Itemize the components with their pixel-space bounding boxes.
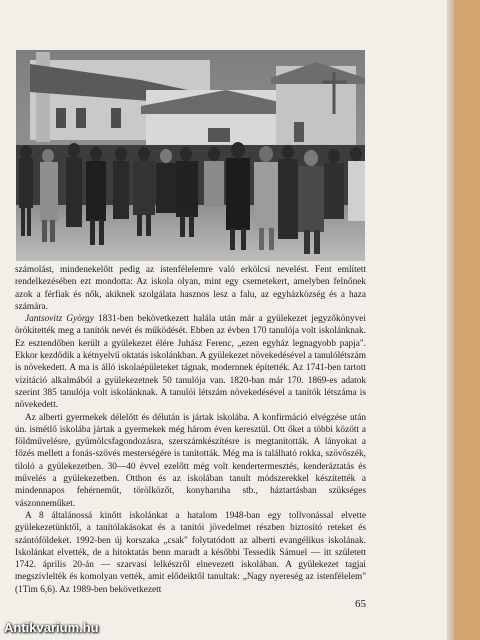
paragraph-2-text: 1831-ben bekövetkezett halála után már a gyülekezet jegyzőkönyvei örökítették meg a tanítók nevét és működését. Ebben az évben 170 tanulója volt iskolánknak. Ez esztendőben került a gyülekezet élére Juhász Ferenc, „ezen egyház legnagyobb papja". Ekkor kezdődik a kétnyelvű oktatás iskolánkban. A gyülekezet növekedésével a tanulólétszám is növekedett. A ma is álló iskolaépületeket tágnak, modernnek építették. Az 1741-ben tartott vizitáció alkalmából a gyülekezetnek 50 tanulója van. 1820-ban már 170. 1869-es adatok szerint 385 tanulója volt iskolánknak. A tanulói létszám növekedésével a tanítók létszáma is növekedett. (15, 314, 367, 411)
photo-illustration (16, 50, 365, 261)
church-crowd-photo (16, 50, 365, 261)
paragraph-4-text: A 8 általánossá kinőtt iskolánkat a hatalom 1948-ban egy tollvonással elvette gyülekezetünktől, a tanítólakásokat és a tanítói jövedelmet részben biztosító reteket és szántóföldeket. 1992-ben új korszaka „csak" folytatódott az alberti evangélikus iskolának. Iskolánkat elvették, de a hitoktatás benn maradt a későbbi Tessedik Sámuel — itt született 1742. április 20-án — szarvasi lelkészről elnevezett iskolában. A gyülekezet tagjai megszívlelték és komolyan vették, amit elődeiktől tanultak: „Nagy nyereség az istenfélelem" (1Tim 6,6). Az 1989-ben bekövetkezett (15, 510, 366, 595)
page-edge (447, 0, 454, 640)
paragraph-3 (15, 412, 366, 510)
paragraph-3-text: Az alberti gyermekek délelőtt és délután is jártak iskolába. A konfirmáció elvégzése után ún. ismétlő iskolába jártak a gyermekek még három éven keresztül. Ott őket a többi között a földművelésre, gyümölcsfagondozásra, szerszámkészítésre is megtanították. A lányokat a főzés mellett a fonás-szövés mesterségére is tanították. Még ma is található rokka, szövőszék, tiloló a gyülekezetben. 30—40 évvel ezelőtt még volt kendertermesztés, kenderáztatás és művelés a gyülekezetben. Otthon és az iskolában tanult módszerekkel készítették a mindennapos fehérneműt, törölközőt, konyharuha stb., háztartásban szükséges vászonneműket. (15, 412, 366, 509)
paragraph-1 (15, 264, 366, 313)
page-number: 65 (355, 598, 366, 610)
article-text (15, 264, 366, 596)
paragraph-1-text: számolást, mindenekelőtt pedig az istenfélelemre való erkölcsi nevelést. Fent említett rendelkezésében ezt mondotta: Az iskola olyan, mint egy csemetekert, amelyben felnőnek azok a férfiak és nők, akiknek szolgálata hasznos lesz a falu, az egyházközség és a haza számára. (15, 265, 366, 312)
paragraph-2 (15, 313, 366, 411)
watermark-logo: Antikvarium.hu (4, 620, 99, 635)
paragraph-2-lead: Jantsovitz György (25, 314, 94, 325)
paragraph-4 (15, 510, 366, 596)
